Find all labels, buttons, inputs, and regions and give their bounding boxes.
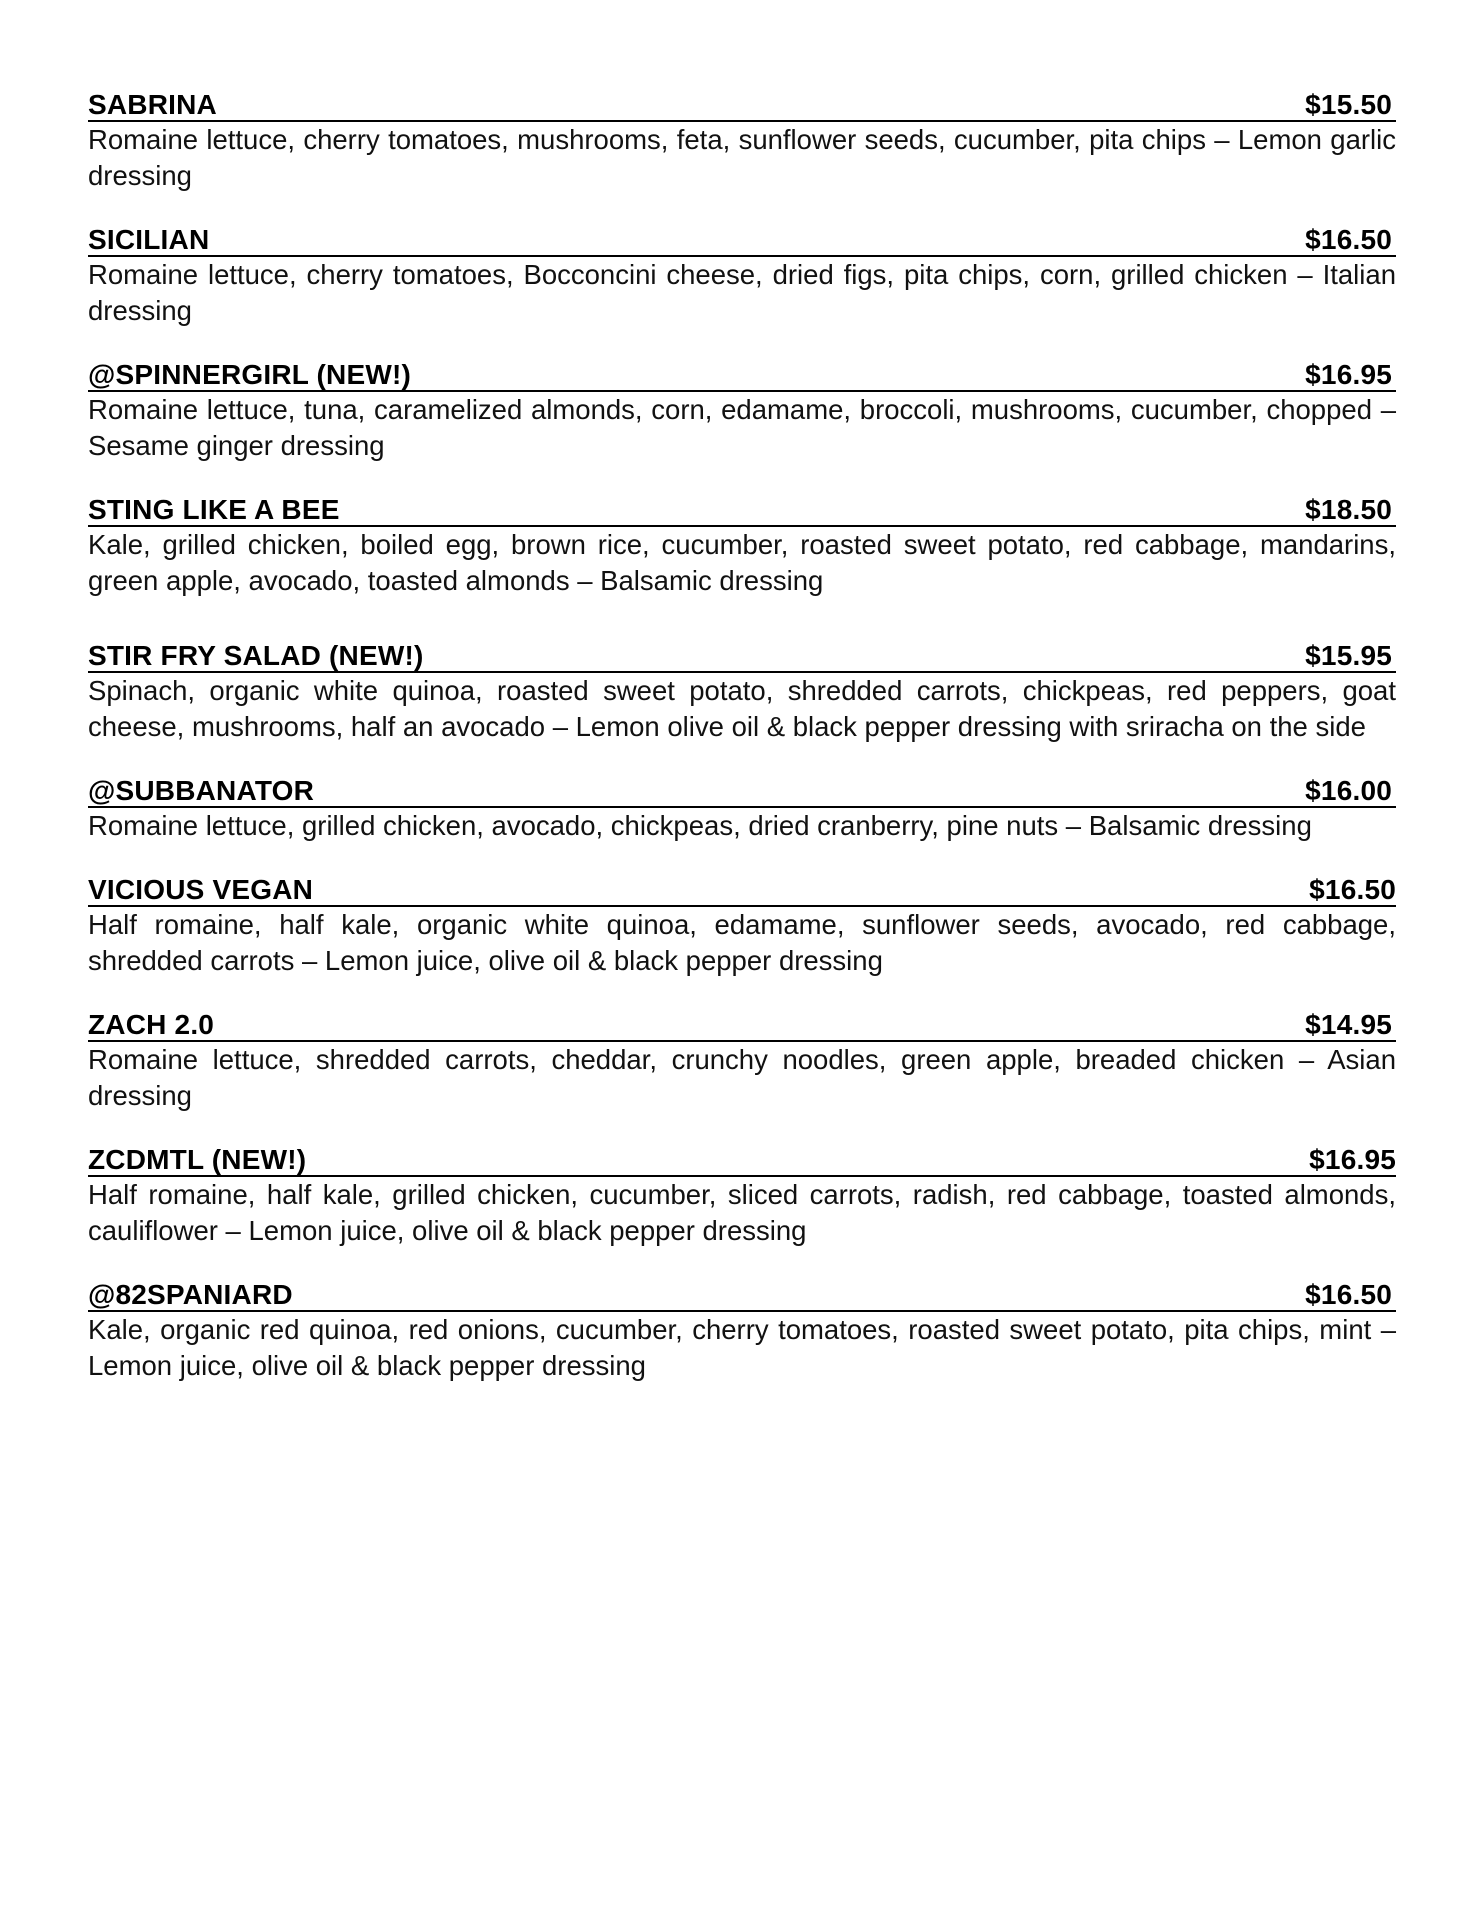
menu-item-price: $16.50 bbox=[1305, 1279, 1392, 1310]
menu-item-description: Romaine lettuce, tuna, caramelized almonds, corn, edamame, broccoli, mushrooms, cucumber, chopped – Sesame ginger dressing bbox=[88, 394, 1396, 461]
menu-item-sabrina bbox=[88, 88, 1396, 194]
menu-item-zach bbox=[88, 1008, 1396, 1114]
menu-item-description: Kale, organic red quinoa, red onions, cucumber, cherry tomatoes, roasted sweet potato, pita chips, mint – Lemon juice, olive oil & black pepper dressing bbox=[88, 1314, 1396, 1381]
menu-item-header bbox=[88, 1278, 1396, 1312]
menu-item-vicious-vegan bbox=[88, 873, 1396, 979]
menu-item-price: $16.95 bbox=[1309, 1144, 1396, 1175]
menu-item-name: SABRINA bbox=[88, 89, 217, 120]
menu-item-price: $16.00 bbox=[1305, 775, 1392, 806]
menu-item-header bbox=[88, 358, 1396, 392]
salad-menu-list bbox=[88, 88, 1396, 1413]
menu-item-header bbox=[88, 774, 1396, 808]
menu-item-stir-fry-salad bbox=[88, 639, 1396, 745]
menu-item-description: Romaine lettuce, cherry tomatoes, Bocconcini cheese, dried figs, pita chips, corn, grilled chicken – Italian dressing bbox=[88, 259, 1396, 326]
menu-item-82spaniard bbox=[88, 1278, 1396, 1384]
menu-item-price: $18.50 bbox=[1305, 494, 1392, 525]
menu-item-name: VICIOUS VEGAN bbox=[88, 874, 314, 905]
menu-item-price: $16.50 bbox=[1309, 874, 1396, 905]
menu-item-description: Half romaine, half kale, organic white quinoa, edamame, sunflower seeds, avocado, red cabbage, shredded carrots – Lemon juice, olive oil & black pepper dressing bbox=[88, 909, 1396, 976]
menu-item-header bbox=[88, 493, 1396, 527]
menu-item-header bbox=[88, 873, 1396, 907]
menu-item-description: Romaine lettuce, shredded carrots, cheddar, crunchy noodles, green apple, breaded chicken – Asian dressing bbox=[88, 1044, 1396, 1111]
menu-item-header bbox=[88, 639, 1396, 673]
menu-item-description: Romaine lettuce, grilled chicken, avocado, chickpeas, dried cranberry, pine nuts – Balsamic dressing bbox=[88, 810, 1312, 841]
menu-item-name: @82SPANIARD bbox=[88, 1279, 293, 1310]
menu-item-name: STIR FRY SALAD (NEW!) bbox=[88, 640, 424, 671]
menu-item-description: Spinach, organic white quinoa, roasted sweet potato, shredded carrots, chickpeas, red peppers, goat cheese, mushrooms, half an avocado – Lemon olive oil & black pepper dressing with sriracha on the side bbox=[88, 675, 1396, 742]
menu-item-header bbox=[88, 1008, 1396, 1042]
menu-item-name: ZCDMTL (NEW!) bbox=[88, 1144, 307, 1175]
menu-item-sicilian bbox=[88, 223, 1396, 329]
menu-item-name: @SUBBANATOR bbox=[88, 775, 315, 806]
menu-item-header bbox=[88, 1143, 1396, 1177]
menu-item-name: ZACH 2.0 bbox=[88, 1009, 215, 1040]
menu-item-description: Half romaine, half kale, grilled chicken, cucumber, sliced carrots, radish, red cabbage, toasted almonds, cauliflower – Lemon juice, olive oil & black pepper dressing bbox=[88, 1179, 1396, 1246]
menu-item-price: $16.50 bbox=[1305, 224, 1392, 255]
menu-item-subbanator bbox=[88, 774, 1396, 844]
menu-item-price: $15.95 bbox=[1305, 640, 1392, 671]
menu-item-description: Romaine lettuce, cherry tomatoes, mushrooms, feta, sunflower seeds, cucumber, pita chips – Lemon garlic dressing bbox=[88, 124, 1396, 191]
menu-item-description: Kale, grilled chicken, boiled egg, brown rice, cucumber, roasted sweet potato, red cabbage, mandarins, green apple, avocado, toasted almonds – Balsamic dressing bbox=[88, 529, 1396, 596]
menu-item-price: $16.95 bbox=[1305, 359, 1392, 390]
menu-item-price: $14.95 bbox=[1305, 1009, 1392, 1040]
menu-item-name: @SPINNERGIRL (NEW!) bbox=[88, 359, 412, 390]
menu-item-price: $15.50 bbox=[1305, 89, 1392, 120]
menu-item-header bbox=[88, 88, 1396, 122]
menu-item-header bbox=[88, 223, 1396, 257]
menu-item-name: SICILIAN bbox=[88, 224, 210, 255]
menu-item-spinnergirl bbox=[88, 358, 1396, 464]
menu-item-name: STING LIKE A BEE bbox=[88, 494, 340, 525]
menu-item-zcdmtl bbox=[88, 1143, 1396, 1249]
menu-item-sting-like-a-bee bbox=[88, 493, 1396, 599]
